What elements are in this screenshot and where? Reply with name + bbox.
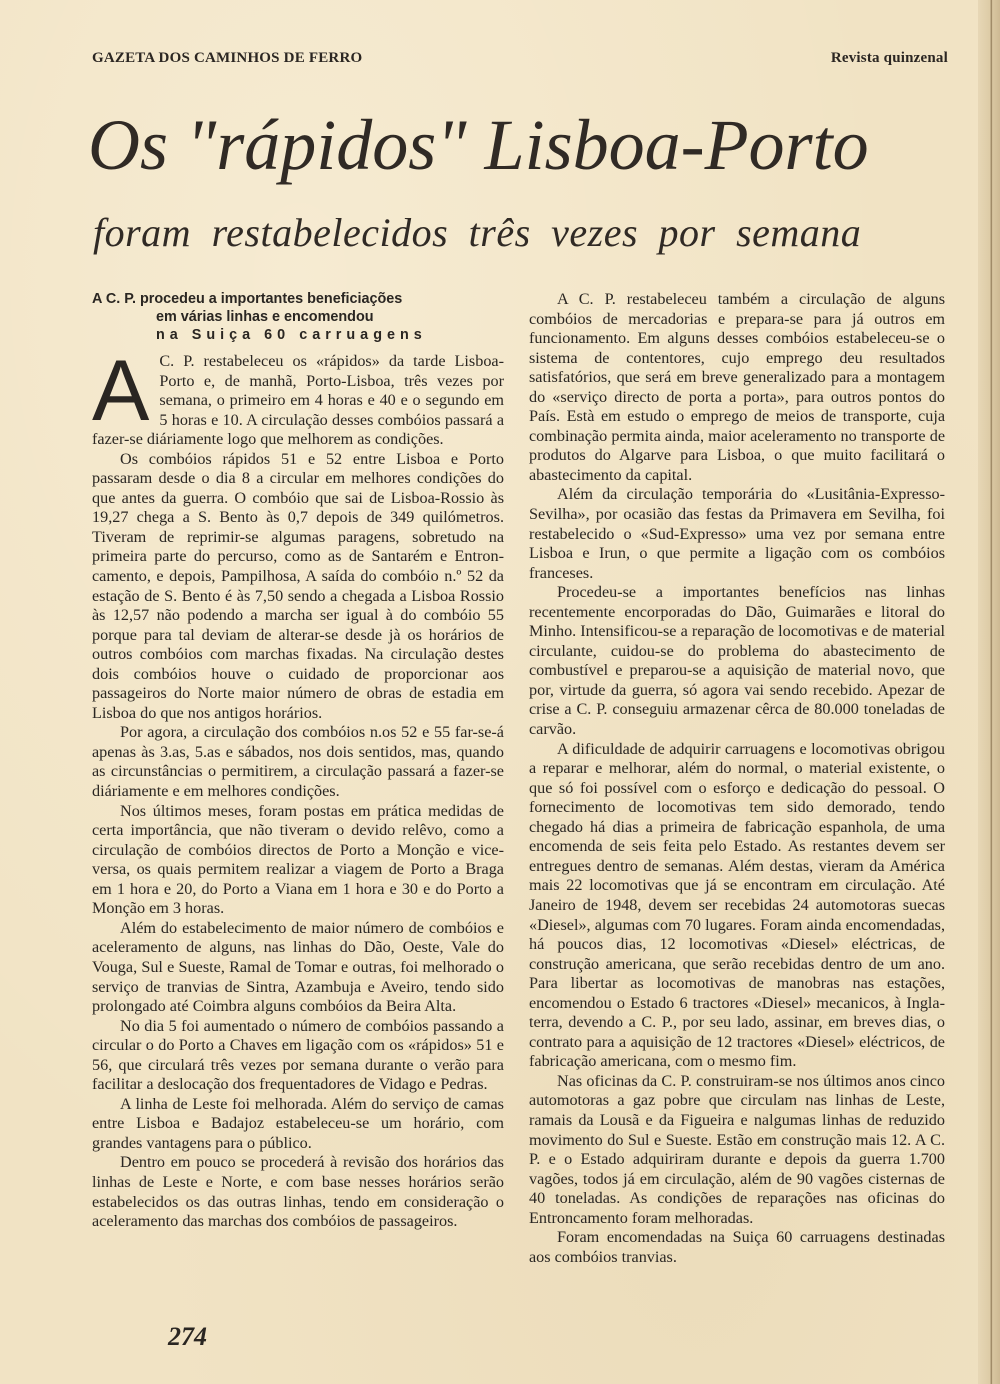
paragraph: Os combóios rápidos 51 e 52 entre Lisboa e Porto passaram desde o dia 8 a circular em melhores condições do que antes da guerra. O combóio que sai de Lisboa-Rossio às 19,27 chega a S. Bento às 0,7 depois de 349 quilómetros. Tiveram de reprimir-se algumas paragens, sobretudo na primeira parte do percurso, como as de Santarém e Entroncamento, e depois, Pampilhosa, A saída do combóio n.º 52 da estação de S. Bento é às 7,50 sendo a chegada a Lisboa Rossio às 12,57 não podendo a marcha ser igual à do combóio 55 porque para tal deviam de alterar-se desde jà os horários de outros combóios com marchas fixadas. Na circulação destes dois combóios houve o cuidado de proporcionar aos passageiros do Norte maior número de obras de estadia em Lisboa do que nos antigos horários. — [92, 449, 504, 722]
paragraph: A C. P. restabeleceu também a circulação de alguns combóios de mercadorias e prepara-se para já outros em funcionamento. Em alguns desses combóios estabeleceu-se o sistema de contentores, cujo emprego deu resultados satisfatórios, que será em breve generalizado para a montagem do «serviço directo de porta a porta», para outros pontos do País. Està em estudo o emprego de meios de transporte, cuja combinação permita ainda, maior aceleramento no transporte de produtos do Algarve para Lisboa, o que muito facilitará o abastecimento da capital. — [529, 290, 945, 484]
publication-name: GAZETA DOS CAMINHOS DE FERRO — [92, 50, 363, 66]
running-header — [92, 50, 948, 70]
paragraph: A linha de Leste foi melhorada. Além do serviço de camas entre Lisboa e Badajoz estabeleceu-se um horário, com grandes vantagens para o público. — [92, 1094, 504, 1152]
kicker-line: em várias linhas e encomendou — [156, 309, 374, 325]
paragraph: Foram encomendadas na Suiça 60 carruagens destinadas aos combóios tranvias. — [529, 1228, 945, 1266]
lead-paragraph — [92, 343, 504, 450]
paragraph: Nos últimos meses, foram postas em prática medidas de certa importância, que não tiveram o devido relêvo, como a circulação de combóios directos de Porto a Monção e vice-versa, os quais permitem realizar a viagem de Porto a Braga em 1 hora e 20, do Porto a Viana em 1 hora e 30 e do Porto a Monção em 3 horas. — [92, 801, 504, 918]
paragraph: Por agora, a circulação dos combóios n.os 52 e 55 far-se-á apenas às 3.as, 5.as e sábados, nos dois sentidos, mas, quando as circunstâncias o permitirem, a circulação passará a fazer-se diáriamente e em melhores condições. — [92, 723, 504, 801]
article-subtitle: foram restabelecidos três vezes por semana — [93, 210, 862, 255]
kicker-line: A C. P. procedeu a importantes beneficiações — [92, 291, 403, 307]
drop-cap: A — [92, 343, 150, 439]
paragraph: Procedeu-se a importantes benefícios nas linhas recentemente encorporadas do Dão, Guimarães e litoral do Minho. Intensificou-se a reparação de locomotivas e de material circulante, cuidou-se do problema do abastecimento de combustível e preparou-se a aquisição de material novo, que por, virtude da guerra, só agora vai sendo recebido. Apezar de crise a C. P. conseguiu armazenar cêrca de 80.000 toneladas de carvão. — [529, 583, 945, 739]
publication-frequency: Revista quinzenal — [830, 50, 948, 66]
paragraph: Dentro em pouco se procederá à revisão dos horários das linhas de Leste e Norte, e com base nesses horários serão estabelecidos os das outras linhas, tendo em consideração o aceleramento das marchas dos combóios de passageiros. — [92, 1153, 504, 1231]
paragraph: Nas oficinas da C. P. construiram-se nos últimos anos cinco automotoras a gaz pobre que circulam nas linhas de Leste, ramais da Lousã e da Figueira e nalgumas linhas de reduzido movimento do Sul e Sueste. Estão em construção mais 12. A C. P. e o Estado adquiriram durante e depois da guerra 1.700 vagões, todos já em circulação, além de 90 vagões cisternas de 40 toneladas. As condições de reparações nas oficinas do Entroncamento foram melhoradas. — [529, 1071, 945, 1227]
page-number: 274 — [168, 1322, 207, 1351]
paragraph: Além da circulação temporária do «Lusitânia-Expresso-Sevilha», por ocasião das festas da Primavera em Sevilha, foi restabelecido o «Sud-Expresso» uma vez por semana entre Lisboa e Irun, o que permite a ligação com os combóios franceses. — [529, 485, 945, 582]
paragraph: No dia 5 foi aumentado o número de combóios passando a circular o do Porto a Chaves em ligação com os «rápidos» 51 e 56, que circulará três vezes por semana durante o verão para facilitar a deslocação dos frequentadores de Vidago e Pedras. — [92, 1016, 504, 1094]
article-kicker — [92, 290, 504, 344]
article-title: Os "rápidos" Lisboa-Porto — [88, 105, 869, 185]
lead-paragraph-text: C. P. restabeleceu os «rápidos» da tarde Lisboa-Porto e, de manhã, Porto-Lisboa, três vezes por semana, o primeiro em 4 horas e 40 e o segundo em 5 horas e 10. A circulação desses combóios passará a fazer-se diáriamente logo que melhorem as condições. — [92, 352, 504, 449]
paragraph: A dificuldade de adquirir carruagens e locomotivas obrigou a reparar e melhorar, além do normal, o material existente, o que só foi possível com o esforço e dedicação do pessoal. O fornecimento de locomotivas tem sido demorado, tendo chegado há dias a primeira de fabricação espanhola, de uma encomenda de seis feita pelo Estado. As restantes devem ser entregues dentro de semanas. Além destas, vieram da América mais 22 locomotivas que já se encontram em circulação. Até Janeiro de 1948, devem ser recebidas 24 automotoras suecas «Diesel», algumas com 70 lugares. Foram ainda encomendadas, há poucos dias, 12 locomotivas «Diesel» eléctricas, de construção americana, que serão recebidas dentro de um ano. Para libertar as locomotivas de manobras nas estações, encomendou o Estado 6 tractores «Diesel» mecanicos, à Inglaterra, devendo a C. P., por seu lado, assinar, em breves dias, o contrato para a aquisição de 12 tractores «Diesel» eléctricos, de fabricação americana, com o mesmo fim. — [529, 739, 945, 1071]
paragraph: Além do estabelecimento de maior número de combóios e aceleramento de alguns, nas linhas do Dão, Oeste, Vale do Vouga, Sul e Sueste, Ramal de Tomar e outras, foi melhorado o serviço de tranvias de Sintra, Azambuja e Aveiro, tendo sido prolongado até Coimbra alguns combóios da Beira Alta. — [92, 918, 504, 1016]
right-column — [529, 290, 945, 1267]
left-column — [92, 290, 504, 1232]
kicker-line: na Suiça 60 carruagens — [156, 327, 427, 343]
page-edge — [978, 0, 1000, 1384]
